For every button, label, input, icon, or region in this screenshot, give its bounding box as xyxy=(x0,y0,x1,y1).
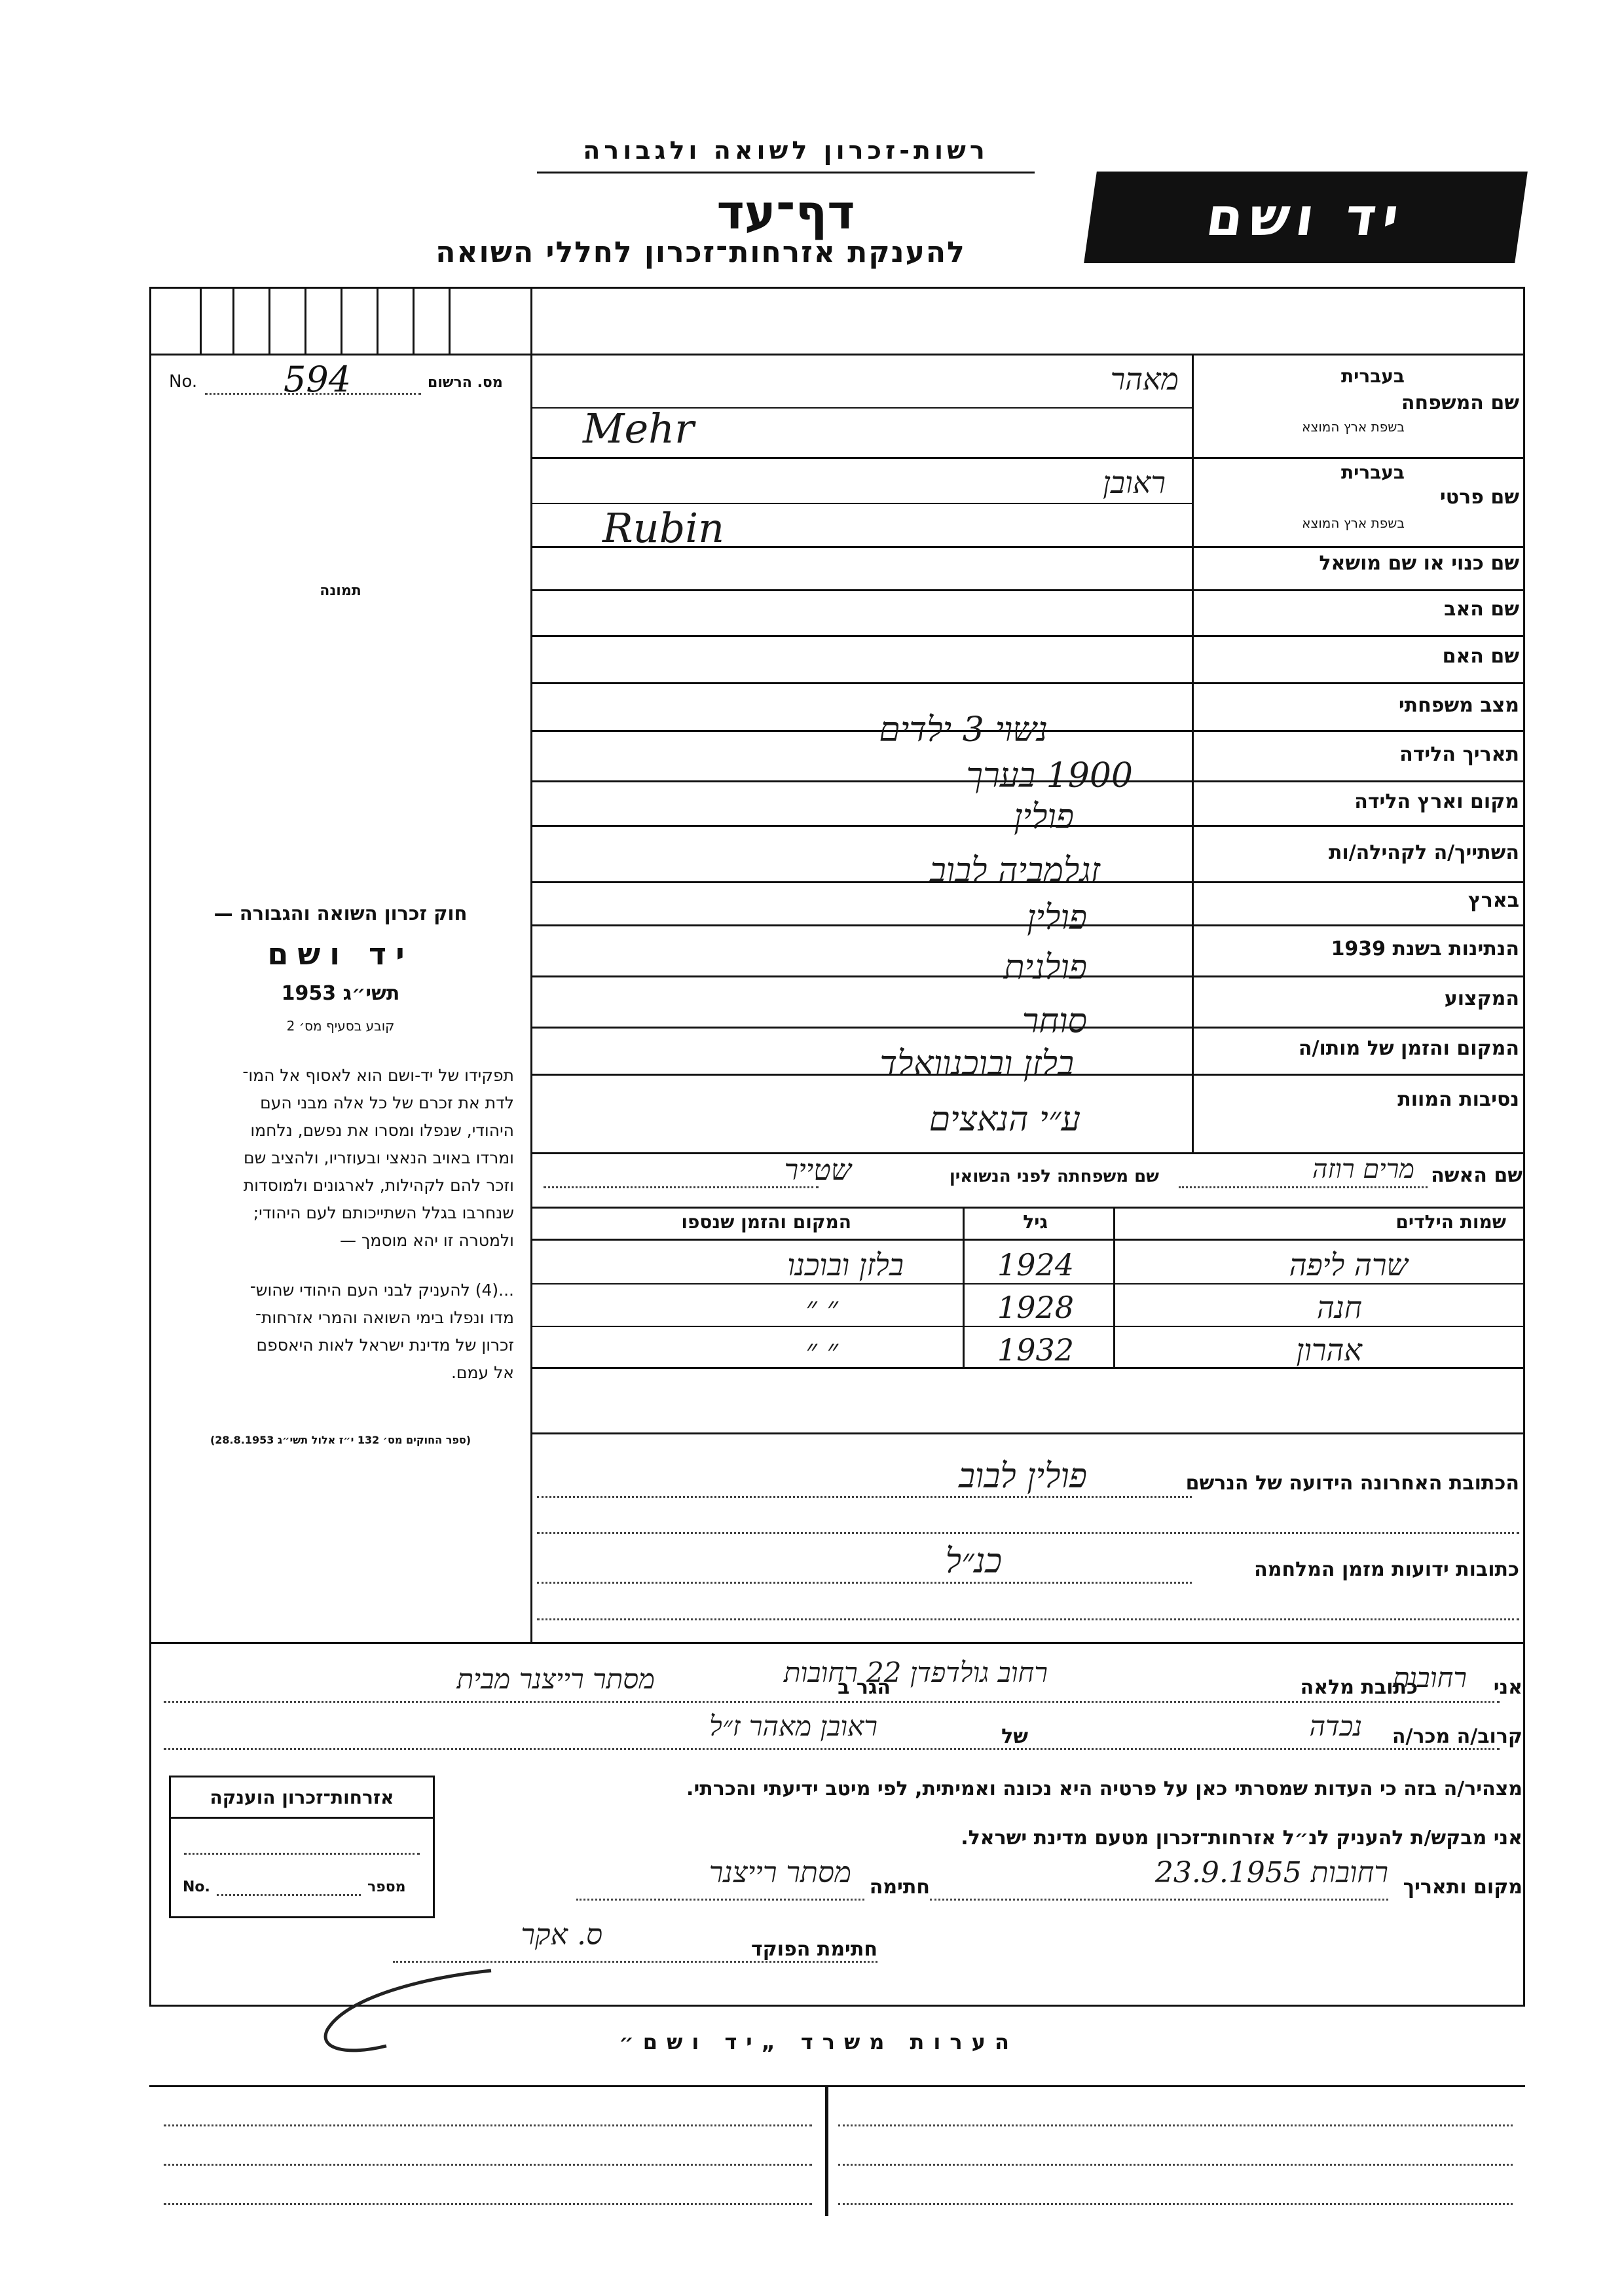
officer-signature-label: חתימת הפוקד xyxy=(751,1938,877,1961)
field-line xyxy=(530,780,1523,782)
field-line xyxy=(530,546,1523,548)
page-title: דף־עד xyxy=(716,185,855,240)
children-age-header: גיל xyxy=(1023,1211,1048,1233)
address-extra-dots xyxy=(537,1618,1519,1620)
notes-dots xyxy=(838,2124,1513,2126)
country-value: פולין xyxy=(1027,898,1087,938)
declarant-resides-value: רחוב גולדפדן 22 רחובות xyxy=(783,1656,1048,1688)
addresses-top-line xyxy=(530,1432,1523,1434)
citizenship-box-no: No. xyxy=(183,1879,210,1895)
last-address-dots xyxy=(537,1496,1192,1498)
citizenship-box xyxy=(169,1776,435,1918)
first-name-hebrew-value: ראובן xyxy=(1103,465,1166,500)
right-frame xyxy=(1523,287,1525,2007)
law-line: זכרון של מדינת ישראל לאות היאספם xyxy=(256,1336,514,1355)
addresses-bottom-line xyxy=(149,1642,1525,1644)
wife-dots xyxy=(1179,1186,1428,1188)
notes-dots xyxy=(164,2164,812,2166)
declaration-line-1: מצהיר/ה בזה כי העדות שמסרתי כאן על פרטיה היא נכונה ואמיתית, לפי מיטב ידיעתי והכרתי. xyxy=(686,1777,1522,1800)
law-line: ולמטרה זו יהא מוסמך — xyxy=(340,1231,514,1250)
death-circumstances-label: נסיבות המוות xyxy=(1397,1088,1519,1111)
yad-vashem-logo xyxy=(1084,172,1528,263)
relation-label: קרוב/ה מכר/ה xyxy=(1392,1725,1522,1748)
declaration-line-2: אני מבקש/ת להעניק לנ״ל אזרחות־זכרון מטעם מדינת ישראל. xyxy=(961,1827,1522,1850)
father-label: שם האב xyxy=(1444,598,1519,621)
header-box-divider xyxy=(377,287,378,354)
children-place-header: המקום והזמן שנספו xyxy=(681,1211,851,1233)
of-label: של xyxy=(1001,1725,1028,1748)
registration-label: מס. הרשום xyxy=(428,374,503,391)
declarant-name-label: אני xyxy=(1493,1676,1522,1699)
children-header-line xyxy=(530,1239,1523,1241)
header-box-divider xyxy=(413,287,415,354)
law-name: יד ושם xyxy=(267,936,414,972)
birth-place-value: פולין xyxy=(1014,797,1074,837)
field-line xyxy=(530,825,1523,827)
first-name-label: שם פרטי xyxy=(1439,486,1519,509)
notes-divider xyxy=(825,2085,828,2216)
first-name-hebrew-label: בעברית xyxy=(1340,462,1405,483)
left-frame xyxy=(149,287,151,2007)
registration-no-label: No. xyxy=(169,372,198,392)
law-title: חוק זכרון השואה והגבורה — xyxy=(213,902,468,924)
children-col-divider xyxy=(1113,1207,1115,1367)
law-line: ...(4) להעניק לבני העם היהודי שהוש־ xyxy=(249,1281,514,1300)
birth-date-label: תאריך הלידה xyxy=(1399,743,1519,766)
field-line xyxy=(530,457,1523,459)
header-box-divider xyxy=(449,287,451,354)
place-date-label: מקום ותאריך xyxy=(1403,1876,1522,1899)
declarant-resides-label: הגר ב xyxy=(838,1676,891,1699)
family-name-hebrew-value: מאהר xyxy=(1110,361,1179,397)
field-line xyxy=(530,1074,1523,1076)
notes-dots xyxy=(838,2164,1513,2166)
handwritten-swoosh xyxy=(308,1958,504,2062)
field-line xyxy=(530,1027,1523,1029)
registration-number xyxy=(169,359,523,400)
marital-value: נשוי 3 ילדים xyxy=(879,710,1048,750)
wife-value: מרים רוזה xyxy=(1312,1154,1414,1184)
child-place: ״ ״ xyxy=(805,1332,838,1368)
declarant-name-value: מסתר רייצנר מבית xyxy=(456,1663,655,1695)
place-date-dots xyxy=(930,1899,1388,1901)
law-line: היהודי, שנפלו ומסרו את נפשם, נלחמו xyxy=(250,1121,514,1140)
notes-dots xyxy=(164,2124,812,2126)
photo-label: תמונה xyxy=(320,583,361,599)
death-place-label: המקום והזמן של מותו/ה xyxy=(1298,1037,1519,1060)
child-name: אהרון xyxy=(1296,1332,1362,1368)
law-line: וזכר להם לקהילות, לארגונים ולמוסדות xyxy=(243,1176,514,1195)
child-place: בלזן ובוכנו xyxy=(787,1247,904,1283)
child-name: חנה xyxy=(1316,1290,1362,1325)
registration-no-value: 594 xyxy=(284,359,352,400)
death-circumstances-value: ע״י הנאצים xyxy=(929,1100,1080,1139)
label-column-divider xyxy=(1192,354,1194,1152)
death-place-value: בלזן ובוכנוואלד xyxy=(879,1044,1074,1084)
child-age: 1924 xyxy=(997,1247,1074,1283)
profession-label: המקצוע xyxy=(1444,987,1519,1010)
field-line xyxy=(530,1207,1523,1209)
of-value: ראובן מאהר ז״ל xyxy=(709,1710,877,1742)
field-line xyxy=(530,975,1523,977)
law-line: ומרדו באויב הנאצי ובעוזריו, ולהציב שם xyxy=(244,1148,514,1167)
field-line xyxy=(530,589,1523,591)
header-box-divider xyxy=(232,287,234,354)
declarant-dots xyxy=(164,1701,1500,1703)
header-top-line: רשות-זכרון לשואה ולגבורה xyxy=(583,136,989,165)
first-name-origin-value: Rubin xyxy=(602,504,725,552)
citizenship-no-dots xyxy=(217,1894,361,1896)
nickname-label: שם כנוי או שם מושאל xyxy=(1319,552,1519,575)
family-name-origin-value: Mehr xyxy=(583,405,694,452)
child-place: ״ ״ xyxy=(805,1290,838,1325)
office-notes-title: הערות משרד „יד ושם״ xyxy=(619,2030,1018,2054)
law-line: אל עמם. xyxy=(451,1363,514,1382)
children-row-line xyxy=(530,1326,1523,1327)
declarant-address-label: כתובת מלאה xyxy=(1300,1676,1418,1699)
law-clause: קובע בסעיף מס׳ 2 xyxy=(286,1018,395,1034)
citizenship-box-no-he: מספר xyxy=(367,1879,406,1895)
signature-label: חתימה xyxy=(869,1876,930,1899)
first-name-origin-label: בשפת ארץ המוצא xyxy=(1302,515,1405,531)
birth-date-value: 1900 בערך xyxy=(966,756,1133,795)
citizenship-box-dots xyxy=(184,1853,420,1855)
family-name-origin-label: בשפת ארץ המוצא xyxy=(1302,419,1405,435)
field-line xyxy=(530,635,1523,637)
family-name-label: שם המשפחה xyxy=(1401,392,1519,414)
child-name: שרה ליפה xyxy=(1289,1247,1408,1283)
war-address-value: כנ״ל xyxy=(945,1542,1002,1581)
citizenship-value: פולנית xyxy=(1003,948,1087,987)
wife-maiden-value: שטייר xyxy=(784,1154,851,1187)
wife-maiden-label: שם משפחתה לפני הנשואין xyxy=(949,1167,1159,1186)
mother-label: שם האם xyxy=(1442,645,1519,668)
relation-dots xyxy=(164,1748,1500,1750)
birth-place-label: מקום וארץ הלידה xyxy=(1354,790,1519,813)
community-label: השתייך/ה לקהילה/ות xyxy=(1328,841,1519,864)
address-extra-dots xyxy=(537,1532,1519,1534)
children-row-line xyxy=(530,1283,1523,1285)
children-col-divider xyxy=(963,1207,965,1367)
page-subtitle: להענקת אזרחות־זכרון לחללי השואה xyxy=(435,236,966,269)
law-line: שנחרבו בגלל השתייכותם לעם היהודי; xyxy=(253,1203,514,1222)
wife-label: שם האשה xyxy=(1431,1164,1522,1187)
field-line xyxy=(530,730,1523,732)
field-line xyxy=(530,881,1523,883)
citizenship-box-line xyxy=(171,1817,433,1819)
marital-label: מצב משפחתי xyxy=(1398,694,1519,717)
maiden-dots xyxy=(544,1186,819,1188)
child-age: 1932 xyxy=(997,1332,1074,1368)
photo-column-divider xyxy=(530,287,532,1642)
field-line xyxy=(530,682,1523,684)
frame-line-2 xyxy=(149,354,1525,355)
frame-top xyxy=(149,287,1525,289)
community-value: זגלמביה לבוב xyxy=(929,851,1100,890)
law-line: מדו ונפלו בימי השואה והמרי אזרחות־ xyxy=(255,1308,514,1327)
header-underline xyxy=(537,172,1035,173)
war-address-dots xyxy=(537,1582,1192,1584)
header-box-divider xyxy=(304,287,306,354)
last-address-label: הכתובת האחרונה הידועה של הנרשם xyxy=(1185,1472,1519,1495)
notes-dots xyxy=(164,2203,812,2205)
war-address-label: כתובות ידועות מזמן המלחמה xyxy=(1254,1558,1519,1581)
notes-title-line xyxy=(149,2085,1525,2087)
children-bottom-line xyxy=(530,1367,1523,1369)
citizenship-label: הנתינות בשנת 1939 xyxy=(1331,938,1519,960)
citizenship-box-title: אזרחות־זכרון הוענקה xyxy=(210,1787,394,1808)
family-name-hebrew-label: בעברית xyxy=(1340,365,1405,387)
law-line: תפקידו של יד-ושם הוא לאסוף אל המו־ xyxy=(242,1066,514,1085)
field-line xyxy=(530,924,1523,926)
header-box-divider xyxy=(341,287,342,354)
law-citation: (ספר החוקים מס׳ 132 י״ז אלול תשי״ג 28.8.1953) xyxy=(210,1434,471,1446)
header-box-divider xyxy=(200,287,202,354)
law-year: תשי״ג 1953 xyxy=(281,982,400,1005)
country-label: בארץ xyxy=(1467,889,1519,912)
signature-dots xyxy=(576,1899,864,1901)
child-age: 1928 xyxy=(997,1290,1074,1325)
children-names-header: שמות הילדים xyxy=(1395,1211,1506,1233)
header-box-divider xyxy=(268,287,270,354)
law-line: לדת את זכרם של כל אלה מבני העם xyxy=(260,1093,514,1112)
profession-value: סוחר xyxy=(1022,1002,1087,1041)
logo-text: יד ושם xyxy=(1202,187,1409,247)
officer-signature-value: ס. אקר xyxy=(521,1918,602,1952)
place-date-value: רחובות 23.9.1955 xyxy=(1154,1856,1388,1889)
relation-value: נכדה xyxy=(1309,1710,1362,1742)
last-address-value: פולין לבוב xyxy=(958,1457,1087,1496)
notes-dots xyxy=(838,2203,1513,2205)
signature-value: מסתר רייצנר xyxy=(709,1856,851,1889)
declarant-address-value: רחובות xyxy=(1393,1662,1467,1694)
